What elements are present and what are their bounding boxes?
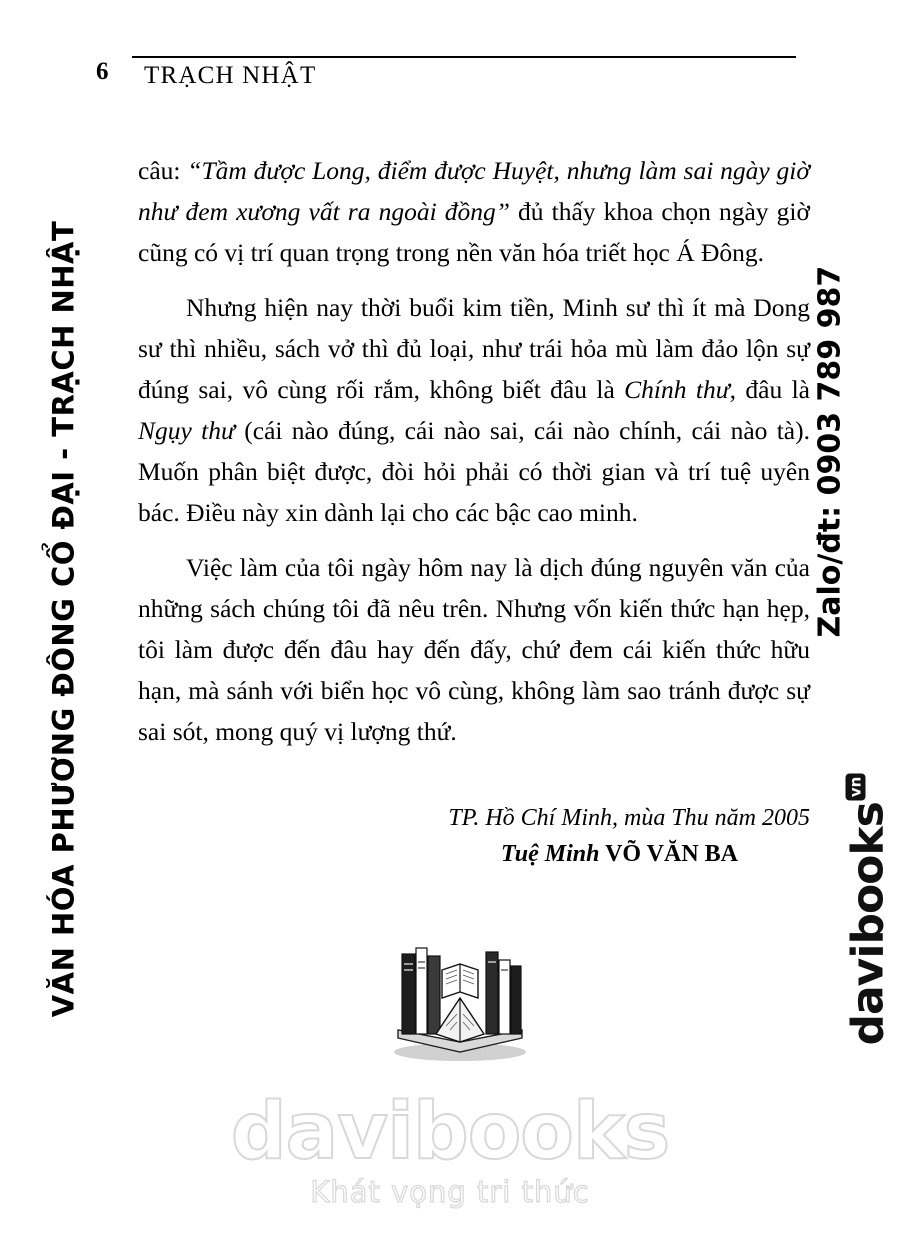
brand-name-text: davibooks <box>842 802 894 1046</box>
paragraph <box>138 287 810 533</box>
brand-vn-badge: vn <box>846 774 866 800</box>
running-title: TRẠCH NHẬT <box>144 62 317 89</box>
left-spine-text: VĂN HÓA PHƯƠNG ĐÔNG CỔ ĐẠI - TRẠCH NHẬT <box>46 220 80 1018</box>
stack-of-books-icon <box>360 930 560 1070</box>
right-spine-watermark <box>810 120 894 1046</box>
paragraph <box>138 547 810 752</box>
signature-author-name: VÕ VĂN BA <box>605 841 738 867</box>
page-header <box>96 56 796 102</box>
left-spine-title <box>28 0 98 1238</box>
page-number: 6 <box>96 58 109 85</box>
paragraph <box>138 150 810 273</box>
body-text-run: đâu là <box>736 375 810 404</box>
quoted-italic-text: Ngụy thư <box>138 416 235 445</box>
contact-phone-text: Zalo/đt: 0903 789 987 <box>812 265 848 638</box>
signature-author <box>138 836 810 872</box>
quoted-italic-text: “Tầm được Long, điểm được Huyệt, nhưng làm sai ngày giờ như đem xương vất ra ngoài đồng” <box>138 156 810 226</box>
header-divider <box>132 56 796 58</box>
quoted-italic-text: Chính thư, <box>624 375 736 404</box>
body-text-run: Việc làm của tôi ngày hôm nay là dịch đúng nguyên văn của những sách chúng tôi đã nêu trên. Nhưng vốn kiến thức hạn hẹp, tôi làm được đến đâu hay đến đấy, chứ đem cái kiến thức hữu hạn, mà sánh với biển học vô cùng, không làm sao tránh được sự sai sót, mong quý vị lượng thứ. <box>138 553 810 746</box>
signature-place-date: TP. Hồ Chí Minh, mùa Thu năm 2005 <box>448 805 810 831</box>
body-text-column <box>138 150 810 766</box>
watermark-brand: davibooks <box>230 1087 670 1177</box>
page-watermark <box>0 1087 900 1210</box>
body-text-run: đủ thấy khoa chọn ngày giờ cũng có vị trí quan trọng trong nền văn hóa triết học Á Đông. <box>138 197 810 267</box>
brand-davibooks-vertical <box>843 486 894 1046</box>
body-text-run: Nhưng hiện nay thời buổi kim tiền, Minh sư thì ít mà Dong sư thì nhiều, sách vở thì đủ loại, như trái hỏa mù làm đảo lộn sự đúng sai, vô cùng rối rắm, không biết đâu là <box>138 293 810 404</box>
watermark-tagline: Khát vọng tri thức <box>310 1175 590 1209</box>
body-text-run: câu: <box>138 156 188 185</box>
signature-block <box>138 800 810 872</box>
body-text-run: (cái nào đúng, cái nào sai, cái nào chính, cái nào tà). Muốn phân biệt được, đòi hỏi phải có thời gian và trí tuệ uyên bác. Điều này xin dành lại cho các bậc cao minh. <box>138 416 810 527</box>
signature-author-prefix: Tuệ Minh <box>501 841 600 867</box>
